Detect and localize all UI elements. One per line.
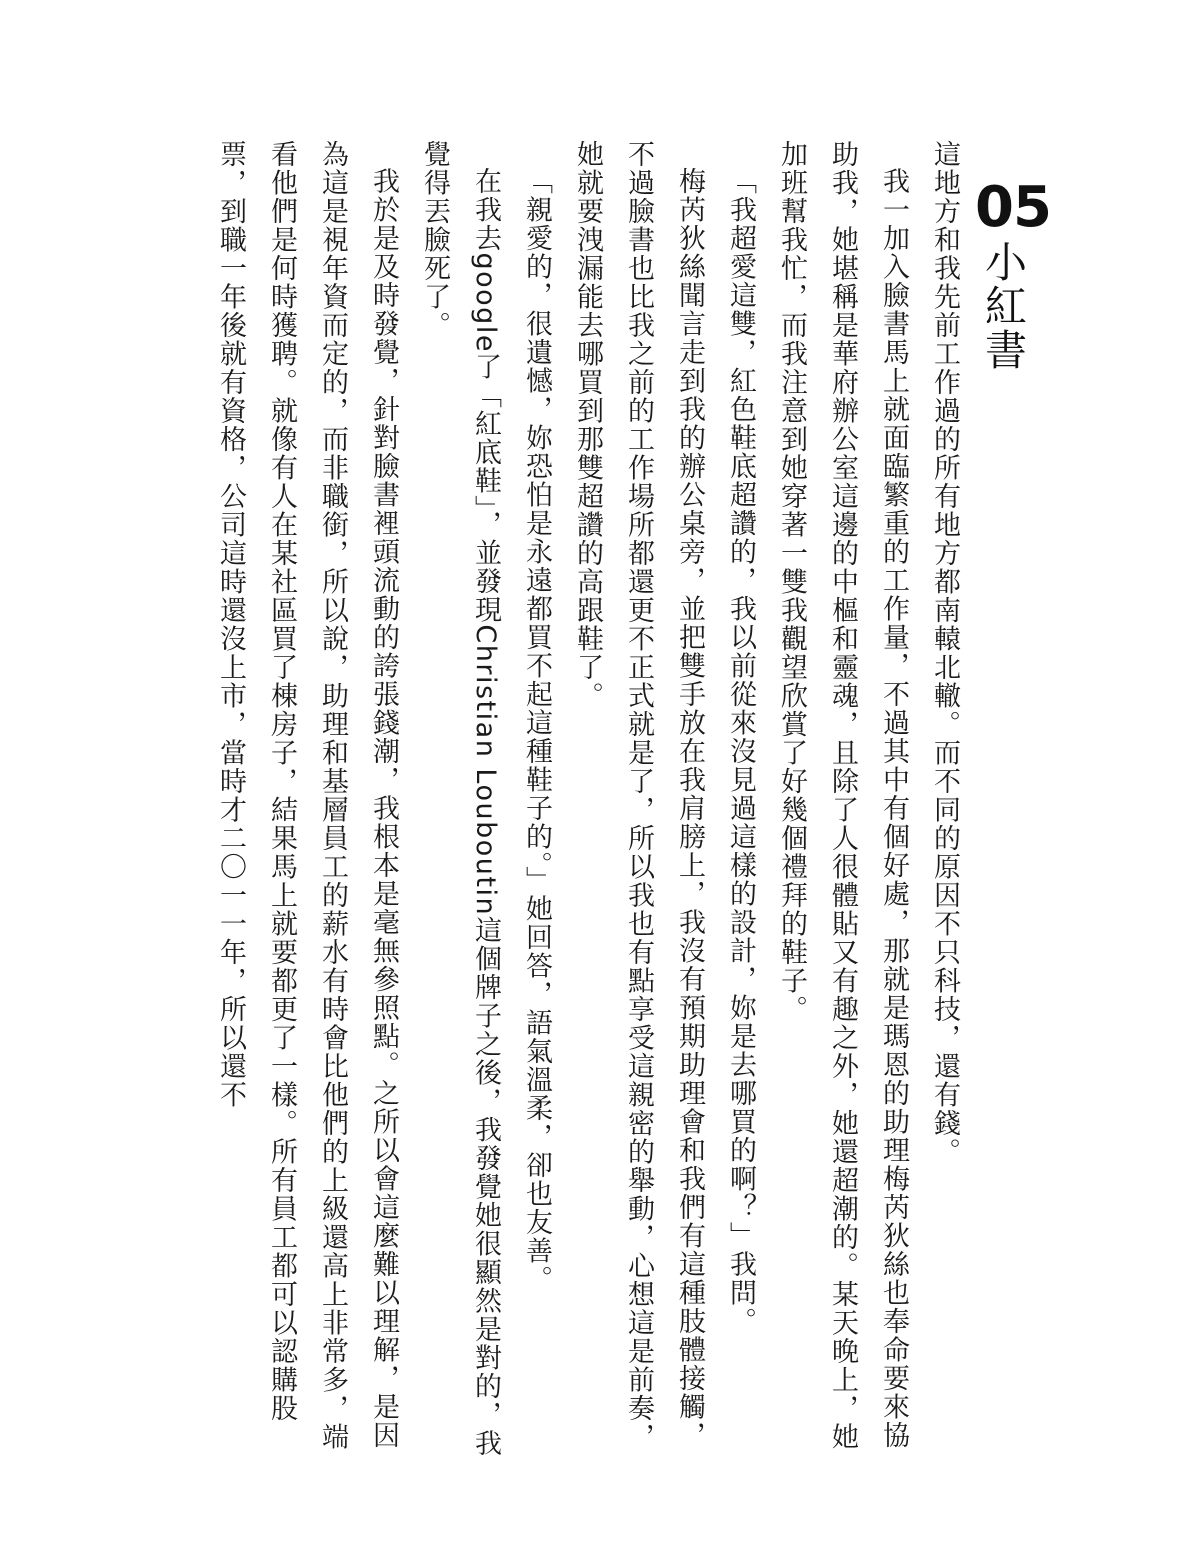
paragraph-2: 我一加入臉書馬上就面臨繁重的工作量，不過其中有個好處，那就是瑪恩的助理梅芮狄絲也奉命要來協助我，她堪稱是華府辦公室這邊的中樞和靈魂，且除了人很體貼又有趣之外，她還超潮的。某天晚上，她加班幫我忙，而我注意到她穿著一雙我觀望欣賞了好幾個禮拜的鞋子。 — [776, 140, 909, 1451]
paragraph-7: 我於是及時發覺，針對臉書裡頭流動的誇張錢潮，我根本是毫無參照點。之所以會這麼難以理解，是因為這是視年資而定的，而非職銜，所以說，助理和基層員工的薪水有時會比他們的上級還高上非常多，端看他們是何時獲聘。就像有人在某社區買了棟房子，結果馬上就要都更了一樣。所有員工都可以認購股票，到職一年後就有資格，公司這時還沒上市，當時才二〇一一年，所以還不 — [215, 140, 399, 1451]
paragraph-3: 「我超愛這雙，紅色鞋底超讚的，我以前從來沒見過這樣的設計，妳是去哪買的啊？」我問。 — [725, 167, 756, 1336]
paragraph-1: 這地方和我先前工作過的所有地方都南轅北轍。而不同的原因不只科技，還有錢。 — [929, 140, 960, 1166]
chapter-title: 小紅書 — [979, 240, 1028, 372]
paragraph-5: 「親愛的，很遺憾，妳恐怕是永遠都買不起這種鞋子的。」她回答，語氣溫柔，卻也友善。 — [521, 167, 552, 1294]
paragraph-6: 在我去google了「紅底鞋」，並發現Christian Louboutin這個牌子之後，我發覺她很顯然是對的，我覺得丟臉死了。 — [419, 140, 501, 1458]
paragraph-4: 梅芮狄絲聞言走到我的辦公桌旁，並把雙手放在我肩膀上，我沒有預期助理會和我們有這種肢體接觸，不過臉書也比我之前的工作場所都還更不正式就是了，所以我也有點享受這親密的舉動，心想這是前奏，她就要洩漏能去哪買到那雙超讚的高跟鞋了。 — [572, 140, 705, 1451]
body-text — [215, 140, 970, 1460]
chapter-number: 05 — [975, 175, 1051, 240]
